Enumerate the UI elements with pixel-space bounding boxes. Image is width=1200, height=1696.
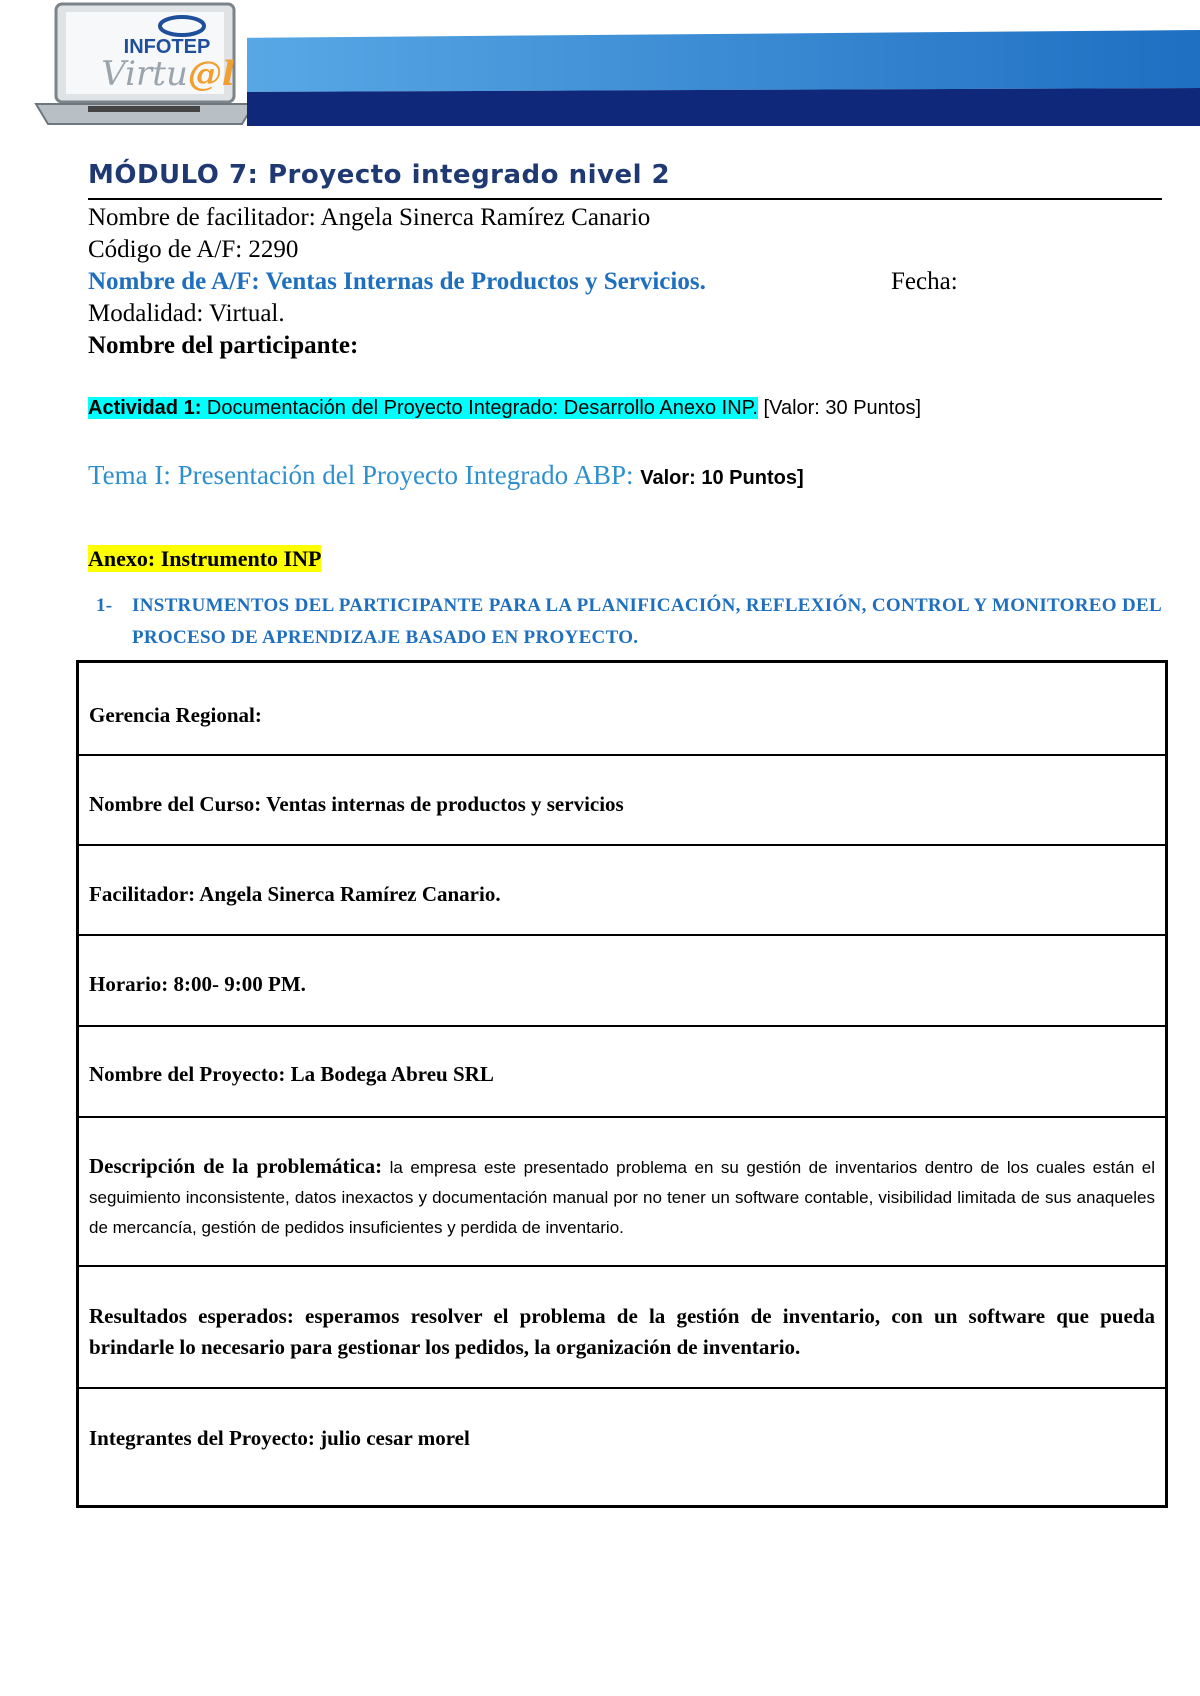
modality-line: Modalidad: Virtual. xyxy=(88,300,285,327)
activity-description: Documentación del Proyecto Integrado: Desarrollo Anexo INP. xyxy=(201,397,758,419)
infotep-virtual-logo xyxy=(22,0,247,136)
instrument-text: INSTRUMENTOS DEL PARTICIPANTE PARA LA PLANIFICACIÓN, REFLEXIÓN, CONTROL Y MONITOREO DEL PROCESO DE APRENDIZAJE BASADO EN PROYECTO. xyxy=(132,595,1162,648)
code-line: Código de A/F: 2290 xyxy=(88,236,299,263)
tema-line xyxy=(88,460,804,491)
table-row xyxy=(79,663,1165,756)
facilitator-line: Nombre de facilitador: Angela Sinerca Ramírez Canario xyxy=(88,204,651,231)
table-row xyxy=(79,1027,1165,1118)
fecha-label: Fecha: xyxy=(891,268,958,295)
schedule: Horario: 8:00- 9:00 PM. xyxy=(89,972,306,996)
problem-description-label: Descripción de la problemática: xyxy=(89,1154,383,1178)
tema-title: Tema I: Presentación del Proyecto Integrado ABP: xyxy=(88,460,641,490)
logo-virtual-text: Virtu@l xyxy=(101,54,235,94)
participant-label: Nombre del participante: xyxy=(88,332,359,359)
problem-description xyxy=(89,1118,1155,1242)
title-divider xyxy=(88,198,1162,200)
instrument-number: 1- xyxy=(96,595,113,616)
project-name: Nombre del Proyecto: La Bodega Abreu SRL xyxy=(89,1062,494,1086)
activity-label: Actividad 1: xyxy=(88,397,202,419)
table-row xyxy=(79,936,1165,1027)
table-row xyxy=(79,1389,1165,1505)
problem-description-text: la empresa este presentado problema en su gestión de inventarios dentro de los cuales están el seguimiento inconsistente, datos inexactos y documentación manual por no tener un software contable, visibilidad limitada de sus anaqueles de mercancía, gestión de pedidos insuficientes y perdida de inventario. xyxy=(89,1158,1155,1237)
logo-wordmark: INFOTEP xyxy=(123,36,211,58)
af-name-line: Nombre de A/F: Ventas Internas de Productos y Servicios. xyxy=(88,268,706,295)
activity-value: [Valor: 30 Puntos] xyxy=(757,397,922,419)
gerencia-regional: Gerencia Regional: xyxy=(89,703,262,727)
table-row xyxy=(79,846,1165,936)
table-row xyxy=(79,756,1165,846)
expected-results: Resultados esperados: esperamos resolver el problema de la gestión de inventario, con un software que pueda brindarle lo necesario para gestionar los pedidos, la organización de inventario. xyxy=(89,1304,1155,1359)
activity-line xyxy=(88,395,921,421)
table-row xyxy=(79,1118,1165,1267)
instrument-heading xyxy=(96,590,1162,654)
table-row xyxy=(79,1267,1165,1389)
tema-value: Valor: 10 Puntos] xyxy=(640,467,804,489)
facilitator: Facilitador: Angela Sinerca Ramírez Canario. xyxy=(89,882,501,906)
project-members: Integrantes del Proyecto: julio cesar morel xyxy=(89,1426,470,1450)
anexo-label: Anexo: Instrumento INP xyxy=(88,546,322,571)
course-name: Nombre del Curso: Ventas internas de productos y servicios xyxy=(89,792,624,816)
project-info-table xyxy=(76,660,1168,1508)
module-title: MÓDULO 7: Proyecto integrado nivel 2 xyxy=(88,160,671,190)
